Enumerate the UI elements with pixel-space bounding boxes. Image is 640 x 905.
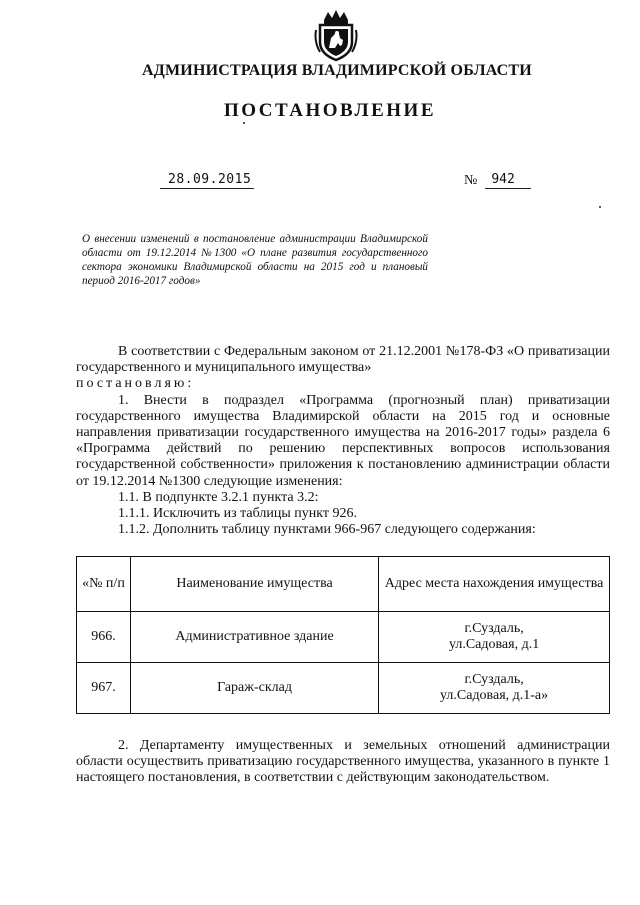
document-date: 28.09.2015 — [160, 172, 254, 189]
coat-of-arms-icon — [314, 8, 358, 62]
number-sign: № — [464, 173, 478, 188]
header-number: «№ п/п — [77, 557, 131, 612]
header-property-name: Наименование имущества — [130, 557, 378, 612]
address-line-2: ул.Садовая, д.1-а» — [440, 688, 549, 703]
item-1-1-paragraph: 1.1. В подпункте 3.2.1 пункта 3.2: — [118, 489, 319, 505]
table-header-row — [77, 557, 610, 612]
body-section-1 — [76, 344, 610, 538]
row-number: 966. — [77, 612, 131, 663]
header-address: Адрес места нахождения имущества — [379, 557, 610, 612]
stray-mark — [243, 122, 245, 124]
preamble-paragraph: В соответствии с Федеральным законом от 21.12.2001 №178-ФЗ «О приватизации государственного и муниципального имущества» — [76, 344, 610, 376]
document-subject — [82, 232, 428, 288]
table-row — [77, 663, 610, 714]
item-1-1-2-paragraph: 1.1.2. Дополнить таблицу пунктами 966-967 следующего содержания: — [118, 522, 536, 538]
property-table — [76, 556, 610, 714]
subject-text: О внесении изменений в постановление администрации Владимирской области от 19.12.2014 №1300 «О плане развития государственного сектора экономики Владимирской области на 2015 год и плановый период 2016-2017 годов» — [82, 233, 428, 287]
document-number: 942 — [485, 172, 531, 189]
item-2-paragraph: 2. Департаменту имущественных и земельных отношений администрации области осуществить приватизацию государственного имущества, указанного в пункте 1 настоящего постановления, в соответствии с действующим законодательством. — [76, 738, 610, 786]
table-row — [77, 612, 610, 663]
stray-mark — [599, 206, 601, 208]
organization-name: АДМИНИСТРАЦИЯ ВЛАДИМИРСКОЙ ОБЛАСТИ — [142, 62, 532, 79]
row-number: 967. — [77, 663, 131, 714]
document-number-block — [464, 172, 531, 189]
item-1-1-1-paragraph: 1.1.1. Исключить из таблицы пункт 926. — [118, 506, 357, 522]
row-property-name: Административное здание — [130, 612, 378, 663]
address-line-1: г.Суздаль, — [464, 621, 524, 636]
address-line-2: ул.Садовая, д.1 — [448, 637, 540, 652]
item-1-paragraph: 1. Внести в подраздел «Программа (прогнозный план) приватизации государственного имущества Владимирской области на 2015 год и основные направления приватизации государственного имущества на 2016-2017 годы» раздела 6 «Программа действий по решению перспективных вопросов использования государственной собственности» приложения к постановлению администрации области от 19.12.2014 №1300 следующие изменения: — [76, 392, 610, 489]
row-address — [379, 612, 610, 663]
row-address — [379, 663, 610, 714]
document-type-title: ПОСТАНОВЛЕНИЕ — [223, 100, 437, 121]
address-line-1: г.Суздаль, — [464, 672, 524, 687]
decree-word: постановляю: — [76, 376, 195, 392]
row-property-name: Гараж-склад — [130, 663, 378, 714]
body-section-2 — [76, 738, 610, 787]
